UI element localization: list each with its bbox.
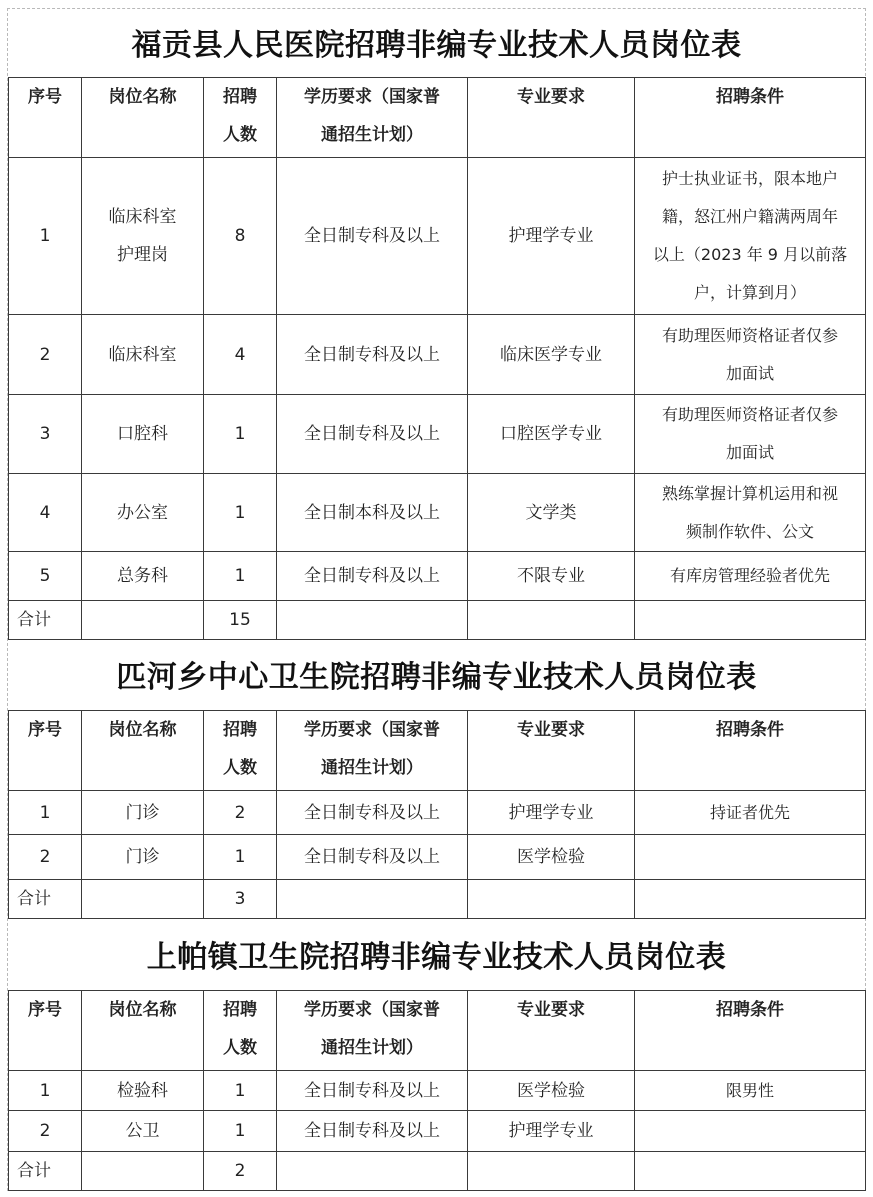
cell-position xyxy=(82,1111,204,1152)
recruit-count: 1 xyxy=(234,1080,246,1101)
seq-value: 4 xyxy=(39,502,51,523)
table-row xyxy=(9,1071,866,1111)
header-major xyxy=(468,991,635,1071)
total-label: 合计 xyxy=(17,610,51,630)
header-education-line1: 学历要求（国家普 xyxy=(304,87,440,107)
major-requirement: 护理学专业 xyxy=(508,1121,594,1141)
header-education-line2: 通招生计划） xyxy=(321,758,423,778)
condition-line: 籍，怒江州户籍满两周年 xyxy=(661,207,838,226)
cell-education xyxy=(277,835,468,880)
cell-education xyxy=(277,791,468,835)
cell-empty xyxy=(277,1152,468,1191)
cell-position xyxy=(82,474,204,552)
cell-empty xyxy=(82,1152,204,1191)
header-major-label: 专业要求 xyxy=(517,720,585,740)
recruit-count: 1 xyxy=(234,502,246,523)
cell-count xyxy=(204,835,277,880)
cell-seq xyxy=(9,791,82,835)
recruit-count: 1 xyxy=(234,847,246,867)
header-count-line1: 招聘 xyxy=(223,1000,257,1020)
cell-position xyxy=(82,158,204,315)
cell-conditions xyxy=(635,791,866,835)
position-name-line: 护理岗 xyxy=(117,245,168,265)
header-education xyxy=(277,78,468,158)
seq-value: 2 xyxy=(39,847,51,867)
cell-major xyxy=(468,1071,635,1111)
section-title-shangpa-health-center: 上帕镇卫生院招聘非编专业技术人员岗位表 xyxy=(146,940,727,975)
header-conditions-label: 招聘条件 xyxy=(716,720,784,740)
education-requirement: 全日制专科及以上 xyxy=(304,424,440,444)
header-conditions-label: 招聘条件 xyxy=(716,1000,784,1020)
cell-conditions xyxy=(635,1111,866,1152)
header-conditions-label: 招聘条件 xyxy=(716,87,784,107)
cell-major xyxy=(468,158,635,315)
cell-empty xyxy=(82,601,204,640)
seq-value: 2 xyxy=(39,344,51,365)
cell-conditions xyxy=(635,1071,866,1111)
header-seq xyxy=(9,711,82,791)
cell-education xyxy=(277,315,468,395)
table-row xyxy=(9,791,866,835)
seq-value: 2 xyxy=(39,1121,51,1141)
position-name-line: 公卫 xyxy=(125,1121,160,1141)
section-title-fugong-hospital: 福贡县人民医院招聘非编专业技术人员岗位表 xyxy=(131,28,742,63)
table-row xyxy=(9,1111,866,1152)
seq-value: 1 xyxy=(39,226,51,246)
cell-seq xyxy=(9,158,82,315)
header-seq-label: 序号 xyxy=(28,87,62,107)
cell-conditions xyxy=(635,835,866,880)
recruit-count: 8 xyxy=(234,226,246,246)
position-name-line: 临床科室 xyxy=(108,344,177,365)
header-position xyxy=(82,991,204,1071)
condition-line: 有助理医师资格证者仅参 xyxy=(661,405,838,424)
cell-seq xyxy=(9,552,82,601)
major-requirement: 口腔医学专业 xyxy=(500,424,602,444)
position-name-line: 门诊 xyxy=(125,802,160,823)
recruit-count: 1 xyxy=(234,1121,246,1141)
position-name-line: 办公室 xyxy=(117,502,168,523)
total-row xyxy=(9,601,866,640)
total-label: 合计 xyxy=(17,889,51,909)
cell-total-label xyxy=(9,880,82,919)
cell-conditions xyxy=(635,552,866,601)
header-major xyxy=(468,711,635,791)
header-position-label: 岗位名称 xyxy=(108,720,177,740)
cell-seq xyxy=(9,315,82,395)
cell-conditions xyxy=(635,474,866,552)
cell-empty xyxy=(468,601,635,640)
header-count-line1: 招聘 xyxy=(223,87,257,107)
seq-value: 1 xyxy=(39,802,51,823)
cell-seq xyxy=(9,474,82,552)
cell-count xyxy=(204,158,277,315)
header-count-line1: 招聘 xyxy=(223,720,257,740)
condition-line: 以上（2023 年 9 月以前落 xyxy=(652,245,848,264)
cell-major xyxy=(468,552,635,601)
condition-line: 有库房管理经验者优先 xyxy=(669,566,830,585)
cell-count xyxy=(204,1111,277,1152)
major-requirement: 文学类 xyxy=(525,502,577,523)
header-position xyxy=(82,711,204,791)
header-count-line2: 人数 xyxy=(223,758,257,778)
education-requirement: 全日制专科及以上 xyxy=(304,344,440,365)
recruit-count: 4 xyxy=(234,344,246,365)
header-major xyxy=(468,78,635,158)
total-row xyxy=(9,880,866,919)
cell-total-count xyxy=(204,601,277,640)
header-count xyxy=(204,78,277,158)
condition-line: 户，计算到月） xyxy=(693,283,806,302)
header-education-line2: 通招生计划） xyxy=(321,1038,423,1058)
position-name-line: 口腔科 xyxy=(117,424,168,444)
recruitment-table-fugong-hospital xyxy=(8,77,866,640)
major-requirement: 医学检验 xyxy=(517,1080,585,1101)
header-count-line2: 人数 xyxy=(223,125,257,145)
cell-major xyxy=(468,474,635,552)
header-seq-label: 序号 xyxy=(28,720,62,740)
header-education-line1: 学历要求（国家普 xyxy=(304,720,440,740)
cell-education xyxy=(277,395,468,474)
condition-line: 持证者优先 xyxy=(709,802,790,822)
cell-count xyxy=(204,474,277,552)
cell-conditions xyxy=(635,315,866,395)
cell-empty xyxy=(277,880,468,919)
education-requirement: 全日制专科及以上 xyxy=(304,1121,440,1141)
cell-education xyxy=(277,1111,468,1152)
cell-empty xyxy=(635,880,866,919)
header-education-line2: 通招生计划） xyxy=(321,125,423,145)
header-conditions xyxy=(635,78,866,158)
seq-value: 5 xyxy=(39,566,51,586)
recruitment-table-pihe-health-center xyxy=(8,710,866,919)
condition-line: 限男性 xyxy=(725,1080,774,1100)
cell-empty xyxy=(468,880,635,919)
cell-seq xyxy=(9,1071,82,1111)
header-major-label: 专业要求 xyxy=(517,87,585,107)
position-name-line: 临床科室 xyxy=(108,207,177,227)
cell-seq xyxy=(9,835,82,880)
education-requirement: 全日制专科及以上 xyxy=(304,226,440,246)
cell-education xyxy=(277,1071,468,1111)
table-row xyxy=(9,474,866,552)
table-row xyxy=(9,835,866,880)
header-education-line1: 学历要求（国家普 xyxy=(304,1000,440,1020)
total-count: 15 xyxy=(229,610,251,630)
cell-total-count xyxy=(204,1152,277,1191)
major-requirement: 医学检验 xyxy=(517,847,585,867)
cell-major xyxy=(468,835,635,880)
position-name-line: 检验科 xyxy=(117,1080,168,1101)
total-label: 合计 xyxy=(17,1161,51,1181)
condition-line: 频制作软件、公文 xyxy=(685,521,814,541)
cell-count xyxy=(204,552,277,601)
cell-conditions xyxy=(635,395,866,474)
cell-conditions xyxy=(635,158,866,315)
recruit-count: 1 xyxy=(234,424,246,444)
major-requirement: 不限专业 xyxy=(517,566,585,586)
cell-position xyxy=(82,835,204,880)
education-requirement: 全日制专科及以上 xyxy=(304,847,440,867)
cell-empty xyxy=(277,601,468,640)
cell-count xyxy=(204,315,277,395)
cell-position xyxy=(82,1071,204,1111)
cell-empty xyxy=(635,1152,866,1191)
header-seq-label: 序号 xyxy=(28,1000,62,1020)
seq-value: 1 xyxy=(39,1080,51,1101)
table-row xyxy=(9,315,866,395)
cell-empty xyxy=(635,601,866,640)
section-title-pihe-health-center: 匹河乡中心卫生院招聘非编专业技术人员岗位表 xyxy=(116,660,757,695)
condition-line: 有助理医师资格证者仅参 xyxy=(661,325,838,345)
recruit-count: 1 xyxy=(234,566,246,586)
header-education xyxy=(277,991,468,1071)
education-requirement: 全日制专科及以上 xyxy=(304,1080,440,1101)
major-requirement: 临床医学专业 xyxy=(500,344,602,365)
cell-position xyxy=(82,552,204,601)
header-row xyxy=(9,711,866,791)
seq-value: 3 xyxy=(39,424,51,444)
cell-empty xyxy=(82,880,204,919)
education-requirement: 全日制专科及以上 xyxy=(304,566,440,586)
cell-education xyxy=(277,158,468,315)
total-row xyxy=(9,1152,866,1191)
cell-seq xyxy=(9,395,82,474)
header-count-line2: 人数 xyxy=(223,1038,257,1058)
header-position xyxy=(82,78,204,158)
condition-line: 加面试 xyxy=(725,443,774,462)
condition-line: 熟练掌握计算机运用和视 xyxy=(661,483,838,503)
condition-line: 护士执业证书，限本地户 xyxy=(661,169,838,188)
condition-line: 加面试 xyxy=(725,363,774,383)
cell-major xyxy=(468,315,635,395)
cell-major xyxy=(468,791,635,835)
cell-education xyxy=(277,552,468,601)
header-seq xyxy=(9,78,82,158)
table-row xyxy=(9,552,866,601)
recruitment-table-shangpa-health-center xyxy=(8,990,866,1191)
cell-major xyxy=(468,395,635,474)
major-requirement: 护理学专业 xyxy=(508,226,594,246)
header-row xyxy=(9,78,866,158)
header-row xyxy=(9,991,866,1071)
header-position-label: 岗位名称 xyxy=(108,87,177,107)
education-requirement: 全日制本科及以上 xyxy=(304,502,440,523)
total-count: 2 xyxy=(234,1161,246,1181)
header-conditions xyxy=(635,991,866,1071)
table-row xyxy=(9,158,866,315)
total-count: 3 xyxy=(234,889,246,909)
cell-education xyxy=(277,474,468,552)
cell-major xyxy=(468,1111,635,1152)
recruit-count: 2 xyxy=(234,802,246,823)
major-requirement: 护理学专业 xyxy=(508,802,594,823)
header-position-label: 岗位名称 xyxy=(108,1000,177,1020)
cell-count xyxy=(204,395,277,474)
cell-position xyxy=(82,791,204,835)
header-count xyxy=(204,711,277,791)
cell-total-count xyxy=(204,880,277,919)
cell-position xyxy=(82,395,204,474)
position-name-line: 总务科 xyxy=(117,566,168,586)
header-count xyxy=(204,991,277,1071)
cell-empty xyxy=(468,1152,635,1191)
cell-position xyxy=(82,315,204,395)
header-major-label: 专业要求 xyxy=(517,1000,585,1020)
header-seq xyxy=(9,991,82,1071)
cell-count xyxy=(204,791,277,835)
header-conditions xyxy=(635,711,866,791)
cell-seq xyxy=(9,1111,82,1152)
table-row xyxy=(9,395,866,474)
cell-total-label xyxy=(9,1152,82,1191)
cell-count xyxy=(204,1071,277,1111)
header-education xyxy=(277,711,468,791)
position-name-line: 门诊 xyxy=(125,847,160,867)
education-requirement: 全日制专科及以上 xyxy=(304,802,440,823)
cell-total-label xyxy=(9,601,82,640)
